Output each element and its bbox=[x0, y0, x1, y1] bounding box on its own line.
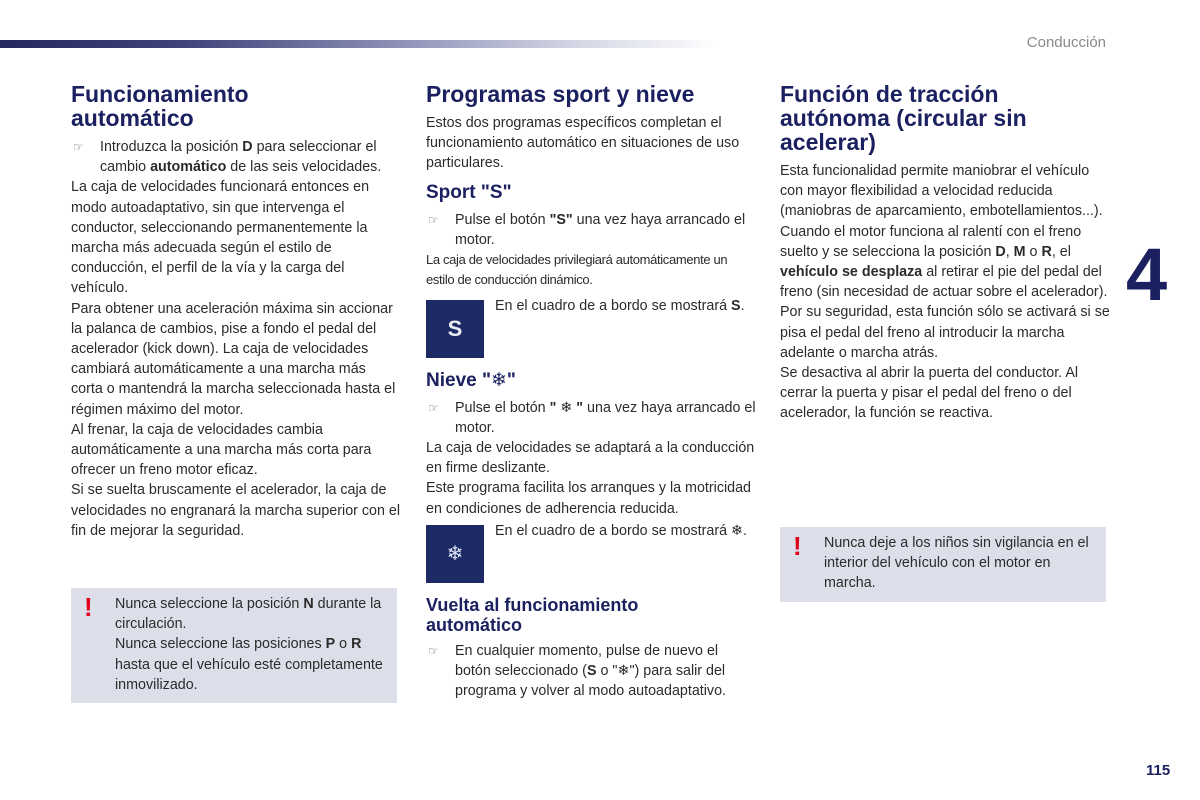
paragraph: Por su seguridad, esta función sólo se activará si se pisa el pedal del freno al introducir la marcha adelante o marcha atrás. bbox=[780, 304, 1110, 361]
indicator-caption: En el cuadro de a bordo se mostrará ❄. bbox=[495, 522, 747, 539]
warning-text: Nunca seleccione las posiciones P o R hasta que el vehículo esté completamente inmovilizado. bbox=[115, 636, 383, 693]
paragraph: Este programa facilita los arranques y la motricidad en condiciones de adherencia reducida. bbox=[426, 480, 752, 517]
warning-icon: ! bbox=[793, 531, 802, 561]
paragraph: Si se suelta bruscamente el acelerador, la caja de velocidades no engranará la marcha superior con el fin de mejorar la seguridad. bbox=[71, 482, 401, 539]
list-item: ☞ Introduzca la posición D para seleccionar el cambio automático de las seis velocidades. bbox=[73, 139, 382, 176]
warning-box-children bbox=[780, 527, 1106, 602]
paragraph: Estos dos programas específicos completan el funcionamiento automático en situaciones de uso particulares. bbox=[426, 115, 740, 172]
subheading-snow: Nieve "❄" bbox=[426, 369, 516, 391]
paragraph: Cuando el motor funciona al ralentí con el freno suelto y se selecciona la posición D, M o R, el vehículo se desplaza al retirar el pie del pedal del freno (sin necesidad de actuar sobre el acelerador). bbox=[780, 223, 1108, 301]
section-title: Programas sport y nieve bbox=[426, 81, 695, 107]
pointing-hand-icon: ☞ bbox=[428, 400, 439, 415]
paragraph: La caja de velocidades privilegiará automáticamente un estilo de conducción dinámico. bbox=[426, 252, 728, 288]
pointing-hand-icon: ☞ bbox=[428, 212, 439, 227]
pointing-hand-icon: ☞ bbox=[73, 140, 84, 154]
paragraph: La caja de velocidades funcionará entonces en modo autoadaptativo, sin que intervenga el conductor, seleccionando permanentemente la marcha más adecuada según el estilo de conducción, el perfil de la vía y la carga del vehículo. bbox=[71, 179, 370, 297]
pointing-hand-icon: ☞ bbox=[428, 643, 439, 658]
warning-box-neutral bbox=[71, 588, 397, 703]
paragraph: La caja de velocidades se adaptará a la conducción en firme deslizante. bbox=[426, 440, 755, 477]
column-autonomous-traction bbox=[780, 82, 1110, 424]
page-number: 115 bbox=[1146, 762, 1171, 779]
section-title: Función de tracción autónoma (circular sin acelerar) bbox=[780, 81, 1027, 155]
paragraph: Al frenar, la caja de velocidades cambia automáticamente a una marcha más corta para ofrecer un freno motor eficaz. bbox=[71, 421, 372, 479]
paragraph: Para obtener una aceleración máxima sin accionar la palanca de cambios, pise a fondo el pedal del acelerador (kick down). La caja de velocidades cambiará automáticamente a una marcha más corta o mantendrá la marcha seleccionada hasta el régimen máximo del motor. bbox=[71, 300, 396, 418]
section-label: Conducción bbox=[1026, 34, 1106, 51]
column-sport-snow-programs bbox=[426, 82, 756, 701]
subheading-sport: Sport "S" bbox=[426, 181, 512, 203]
header-gradient-bar bbox=[0, 40, 720, 48]
warning-text: Nunca seleccione la posición N durante la circulación. bbox=[115, 596, 382, 633]
list-item: ☞ Pulse el botón " ❄ " una vez haya arrancado el motor. bbox=[428, 399, 756, 436]
warning-icon: ! bbox=[84, 592, 93, 622]
list-item: ☞ En cualquier momento, pulse de nuevo el botón seleccionado (S o "❄") para salir del programa y volver al modo autoadaptativo. bbox=[428, 642, 726, 700]
column-automatic-operation bbox=[71, 82, 401, 541]
snow-indicator-row bbox=[426, 522, 756, 587]
sport-indicator-icon: S bbox=[426, 300, 484, 358]
indicator-caption: En el cuadro de a bordo se mostrará S. bbox=[495, 297, 745, 314]
section-title: Funcionamiento automático bbox=[71, 81, 249, 131]
list-item: ☞ Pulse el botón "S" una vez haya arrancado el motor. bbox=[428, 211, 746, 248]
paragraph: Se desactiva al abrir la puerta del conductor. Al cerrar la puerta y pisar el pedal del freno o del acelerador, la función se reactiva. bbox=[780, 365, 1079, 422]
snowflake-icon: ❄ bbox=[426, 525, 484, 583]
sport-indicator-row bbox=[426, 297, 756, 362]
chapter-number: 4 bbox=[1126, 233, 1168, 316]
warning-text: Nunca deje a los niños sin vigilancia en el interior del vehículo con el motor en marcha. bbox=[824, 535, 1089, 592]
subheading-back-to-auto: Vuelta al funcionamiento automático bbox=[426, 594, 639, 635]
paragraph: Esta funcionalidad permite maniobrar el vehículo con mayor flexibilidad a velocidad reducida (maniobras de aparcamiento, embotellamientos...). bbox=[780, 163, 1103, 220]
